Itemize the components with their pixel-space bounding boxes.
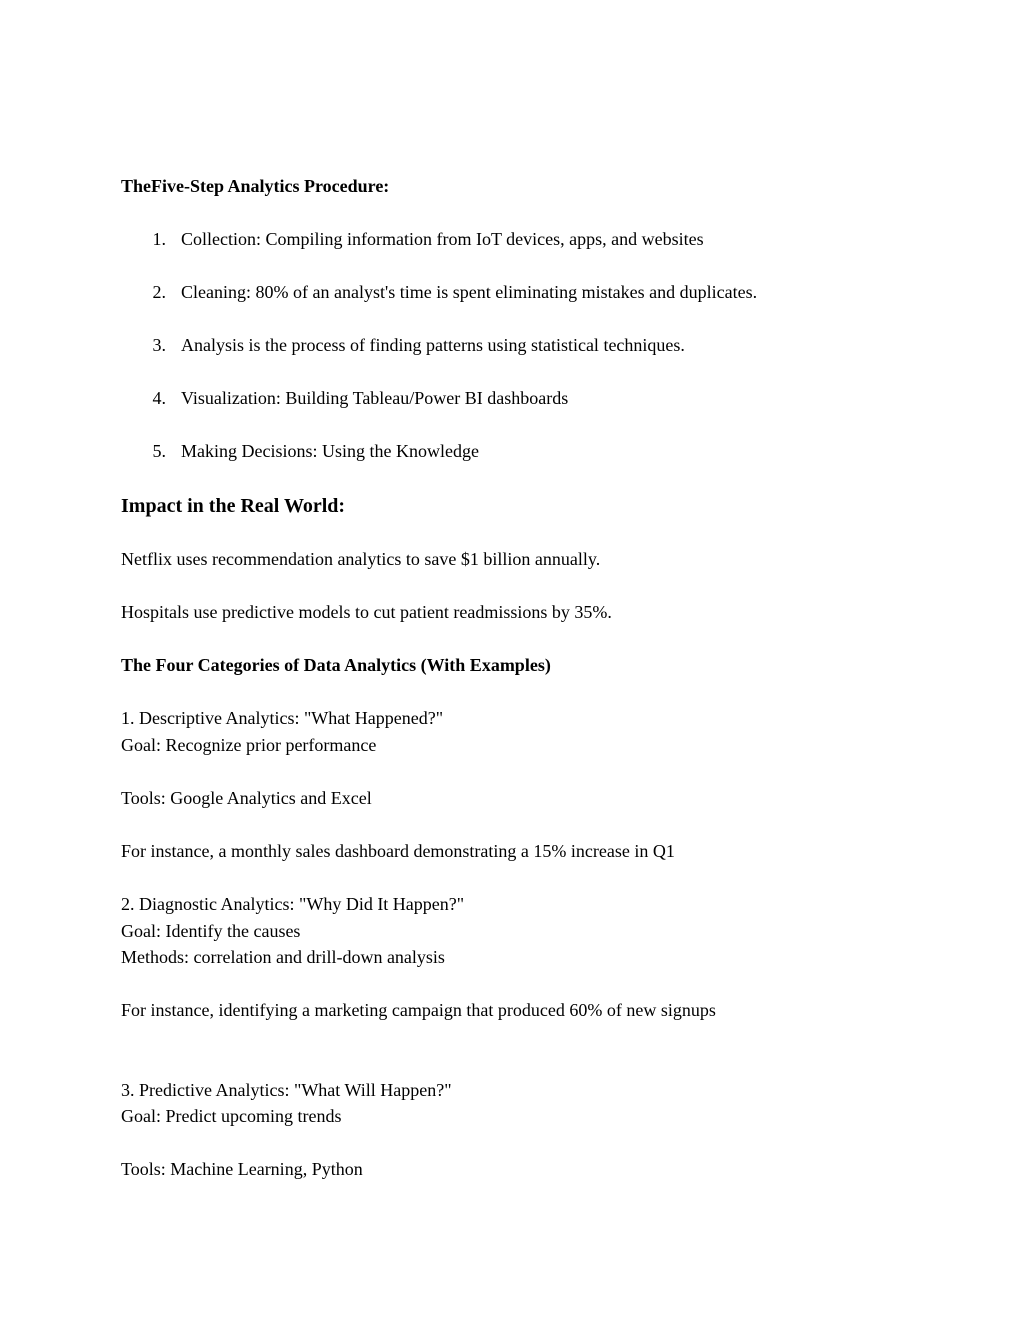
predictive-title: 3. Predictive Analytics: "What Will Happen?" bbox=[121, 1080, 452, 1100]
procedure-heading: TheFive-Step Analytics Procedure: bbox=[121, 176, 390, 196]
descriptive-title: 1. Descriptive Analytics: "What Happened?" bbox=[121, 708, 444, 728]
list-item-number: 2. bbox=[152, 282, 166, 302]
list-item-text: Collection: Compiling information from IoT devices, apps, and websites bbox=[181, 229, 704, 249]
diagnostic-example: For instance, identifying a marketing campaign that produced 60% of new signups bbox=[121, 1000, 716, 1020]
list-item-text: Cleaning: 80% of an analyst's time is spent eliminating mistakes and duplicates. bbox=[181, 282, 758, 302]
impact-heading: Impact in the Real World: bbox=[121, 495, 346, 517]
descriptive-goal: Goal: Recognize prior performance bbox=[121, 735, 377, 755]
diagnostic-title: 2. Diagnostic Analytics: "Why Did It Happen?" bbox=[121, 894, 465, 914]
list-item-number: 1. bbox=[152, 229, 166, 249]
descriptive-tools: Tools: Google Analytics and Excel bbox=[121, 788, 372, 808]
list-item-text: Visualization: Building Tableau/Power BI dashboards bbox=[181, 388, 569, 408]
list-item-text: Making Decisions: Using the Knowledge bbox=[181, 441, 479, 461]
list-item-number: 4. bbox=[152, 388, 166, 408]
diagnostic-methods: Methods: correlation and drill-down analysis bbox=[121, 947, 445, 967]
categories-heading: The Four Categories of Data Analytics (With Examples) bbox=[121, 655, 551, 675]
list-item-number: 3. bbox=[152, 335, 166, 355]
list-item-text: Analysis is the process of finding patterns using statistical techniques. bbox=[181, 335, 685, 355]
descriptive-example: For instance, a monthly sales dashboard demonstrating a 15% increase in Q1 bbox=[121, 841, 675, 861]
impact-item-hospitals: Hospitals use predictive models to cut patient readmissions by 35%. bbox=[121, 602, 612, 622]
impact-item-netflix: Netflix uses recommendation analytics to save $1 billion annually. bbox=[121, 549, 601, 569]
list-item-number: 5. bbox=[152, 441, 166, 461]
predictive-tools: Tools: Machine Learning, Python bbox=[121, 1159, 363, 1179]
diagnostic-goal: Goal: Identify the causes bbox=[121, 921, 301, 941]
predictive-goal: Goal: Predict upcoming trends bbox=[121, 1106, 342, 1126]
